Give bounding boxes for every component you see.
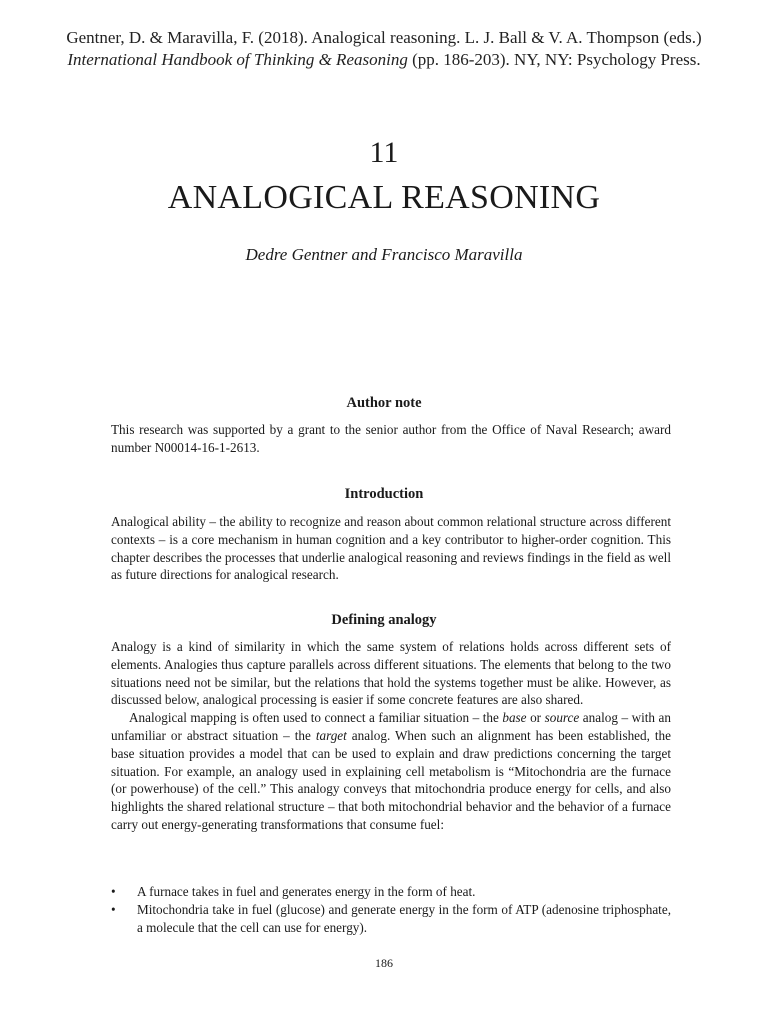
- bullet-text: Mitochondria take in fuel (glucose) and generate energy in the form of ATP (adenosine triphosphate, a molecule that the cell can use for energy).: [137, 901, 671, 935]
- term-target: target: [315, 727, 347, 743]
- defining-analogy-text: [111, 638, 671, 834]
- introduction-paragraph: Analogical ability – the ability to recognize and reason about common relational structure across different contexts – is a core mechanism in human cognition and a key contributor to higher-order cognition. This chapter describes the processes that underlie analogical reasoning and reviews findings in the field as well as future directions for analogical research.: [111, 514, 671, 583]
- chapter-title: ANALOGICAL REASONING: [167, 179, 601, 216]
- author-note-paragraph: This research was supported by a grant to the senior author from the Office of Naval Research; award number N00014-16-1-2613.: [111, 422, 671, 455]
- defining-paragraph-2: [111, 709, 671, 834]
- bullet-icon: •: [111, 884, 116, 899]
- bullet-text: A furnace takes in fuel and generates energy in the form of heat.: [137, 884, 476, 899]
- citation: [0, 27, 768, 71]
- chapter-authors: Dedre Gentner and Francisco Maravilla: [245, 245, 523, 264]
- introduction-text: [111, 513, 671, 584]
- defining-analogy-heading: Defining analogy: [331, 612, 437, 628]
- introduction-heading: Introduction: [344, 486, 424, 502]
- author-note-text: [111, 421, 671, 457]
- paragraph-2-text-c: analog – with an unfamiliar or abstract situation – the: [111, 710, 672, 743]
- paragraph-2-text-b: or: [526, 710, 545, 726]
- bullet-icon: •: [111, 901, 116, 917]
- citation-pages-publisher: (pp. 186-203). NY, NY: Psychology Press.: [407, 50, 701, 69]
- analogy-bullet-list: [111, 883, 671, 936]
- citation-line-2: [0, 49, 768, 71]
- citation-book-title: International Handbook of Thinking & Reasoning: [67, 50, 408, 69]
- term-source: source: [544, 710, 580, 726]
- list-item: [111, 901, 671, 937]
- list-item: [111, 883, 671, 901]
- defining-paragraph-1: Analogy is a kind of similarity in which the same system of relations holds across different sets of elements. Analogies thus capture parallels across different situations. The elements that belong to the two situations need not be similar, but the relations that hold the systems together must be alike. However, as discussed below, analogical processing is easier if some concrete features are also shared.: [111, 639, 671, 708]
- paragraph-2-text-d: analog. When such an alignment has been established, the base situation provides a model that can be used to explain and draw predictions concerning the target situation. For example, an analogy used in explaining cell metabolism is “Mitochondria are the furnace (or powerhouse) of the cell.” This analogy conveys that mitochondria produce energy for cells, and also highlights the shared relational structure – that both mitochondrial behavior and the behavior of a furnace carry out energy-generating transformations that consume fuel:: [111, 727, 671, 832]
- chapter-number: 11: [369, 136, 399, 169]
- page-number: 186: [375, 956, 393, 970]
- paragraph-2-text-a: Analogical mapping is often used to connect a familiar situation – the: [129, 710, 503, 726]
- term-base: base: [502, 710, 527, 726]
- citation-line-1: Gentner, D. & Maravilla, F. (2018). Analogical reasoning. L. J. Ball & V. A. Thompson (eds.): [66, 28, 702, 47]
- author-note-heading: Author note: [346, 395, 422, 411]
